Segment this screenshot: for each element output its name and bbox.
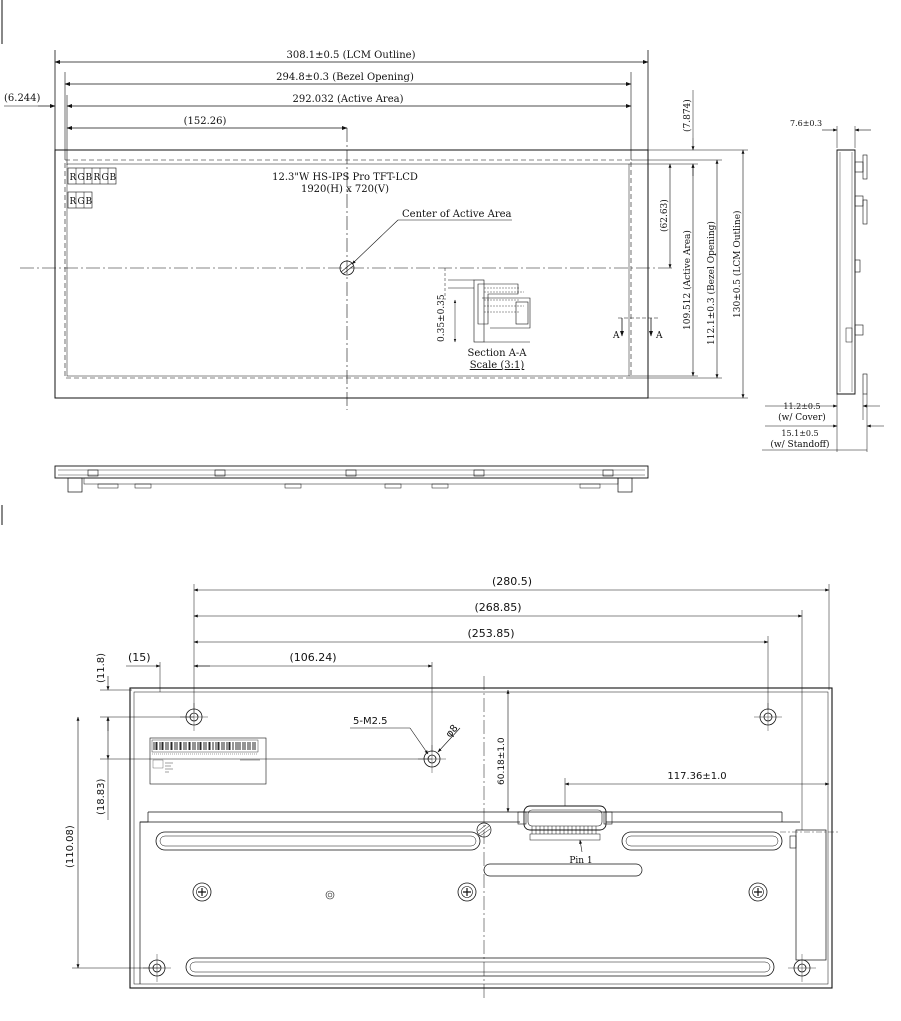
hole-dia-label: φ8: [443, 722, 461, 740]
hole-label: 5-M2.5: [353, 716, 388, 727]
side-dim-top: 7.6±0.3: [790, 119, 823, 128]
dim-106-label: (106.24): [289, 651, 337, 664]
screw-icon: [458, 883, 476, 901]
section-label: Section A-A: [467, 348, 527, 359]
pixel-r2c1: R: [69, 197, 77, 207]
screw-icon: [749, 883, 767, 901]
mounting-hole-icon: [788, 954, 816, 982]
dim-center-offset-label: (152.26): [183, 116, 227, 127]
section-marker-right: A: [656, 331, 663, 341]
front-view: [4, 50, 748, 410]
section-cut-markers: [612, 318, 663, 341]
dim-15-label: (15): [128, 651, 151, 664]
dim-left-offset: [4, 93, 55, 106]
barcode-label: [150, 738, 266, 784]
section-marker-left: A: [613, 331, 620, 341]
dim-active-area-height-label: 109.512 (Active Area): [683, 230, 693, 330]
side-view: [762, 119, 884, 452]
dim-18-83: [96, 717, 108, 820]
section-scale: Scale (3:1): [469, 360, 525, 371]
dim-253-label: (253.85): [467, 627, 515, 640]
dim-110-08: [65, 717, 78, 968]
bottom-edge-view: [55, 466, 648, 492]
rear-outline: [130, 688, 832, 988]
dim-253: [194, 627, 768, 642]
pixel-r1c6: B: [109, 173, 117, 183]
slot-upper-left: [156, 832, 480, 850]
dim-active-area-width: [67, 94, 631, 106]
small-hole-icon: [326, 891, 334, 899]
hole-callout: [350, 716, 461, 754]
dim-110-08-label: (110.08): [65, 825, 76, 868]
dim-bezel-opening-width: [65, 72, 631, 84]
dim-268-label: (268.85): [474, 601, 522, 614]
side-dim-cover-note: (w/ Cover): [778, 413, 826, 423]
section-dim-label: 0.35±0.35: [437, 294, 447, 342]
slot-bottom: [186, 958, 774, 976]
rear-view: [65, 575, 840, 998]
center-label: Center of Active Area: [402, 209, 512, 220]
dim-15: [126, 651, 210, 666]
mounting-hole-icon: [418, 745, 446, 773]
dim-bezel-opening-height-label: 112.1±0.3 (Bezel Opening): [707, 221, 717, 345]
dim-center-vertical-label: (62.63): [660, 199, 670, 232]
mounting-hole-icon: [754, 703, 782, 731]
slot-upper-right: [622, 832, 782, 850]
slot-middle: [484, 864, 642, 876]
dim-106: [194, 651, 432, 666]
dim-18-83-label: (18.83): [96, 778, 107, 815]
dim-280: [194, 575, 829, 590]
pixel-r1c5: G: [101, 173, 109, 183]
side-dim-standoff: 15.1±0.5: [781, 429, 819, 438]
dim-60-18: [497, 690, 508, 812]
connector: [518, 806, 612, 840]
side-dim-cover: 11.2±0.5: [783, 402, 821, 411]
dim-lcm-outline-height-label: 130±0.5 (LCM Outline): [733, 210, 743, 318]
panel-resolution: 1920(H) x 720(V): [300, 184, 390, 195]
section-detail: [437, 268, 530, 371]
pin1-label: Pin 1: [569, 856, 593, 866]
dim-lcm-outline-width-label: 308.1±0.5 (LCM Outline): [286, 50, 416, 61]
pixel-r1c4: R: [93, 173, 101, 183]
mounting-hole-icon: [143, 954, 171, 982]
dim-60-18-label: 60.18±1.0: [497, 737, 507, 785]
pixel-r1c2: G: [77, 173, 85, 183]
dim-top-offset-label: (7.874): [683, 99, 693, 132]
screw-icon: [193, 883, 211, 901]
pixel-r1c1: R: [69, 173, 77, 183]
dim-117-36-label: 117.36±1.0: [667, 771, 727, 782]
dim-active-area-width-label: 292.032 (Active Area): [292, 94, 404, 105]
dim-11-8-label: (11.8): [96, 652, 107, 683]
side-dim-standoff-note: (w/ Standoff): [770, 440, 830, 450]
pixel-layout: [68, 168, 117, 208]
dim-center-vertical: [659, 164, 670, 268]
pixel-r2c2: G: [77, 197, 85, 207]
pixel-r1c3: B: [85, 173, 93, 183]
dim-active-area-height: [682, 164, 693, 376]
panel-title: 12.3"W HS-IPS Pro TFT-LCD: [272, 172, 418, 183]
dim-center-offset: [67, 116, 347, 128]
dim-bezel-opening-height: [706, 160, 717, 378]
dim-top-offset: [682, 90, 693, 176]
dim-lcm-outline-height: [732, 150, 743, 398]
dim-lcm-outline-width: [55, 50, 648, 62]
dim-280-label: (280.5): [491, 575, 533, 588]
dim-left-offset-label: (6.244): [4, 93, 41, 104]
mounting-hole-icon: [180, 703, 208, 731]
dim-bezel-opening-width-label: 294.8±0.3 (Bezel Opening): [276, 72, 414, 83]
dim-268: [194, 601, 802, 616]
dim-117-36: [565, 771, 829, 806]
dim-11-8: [96, 653, 108, 731]
pixel-r2c3: B: [85, 197, 93, 207]
